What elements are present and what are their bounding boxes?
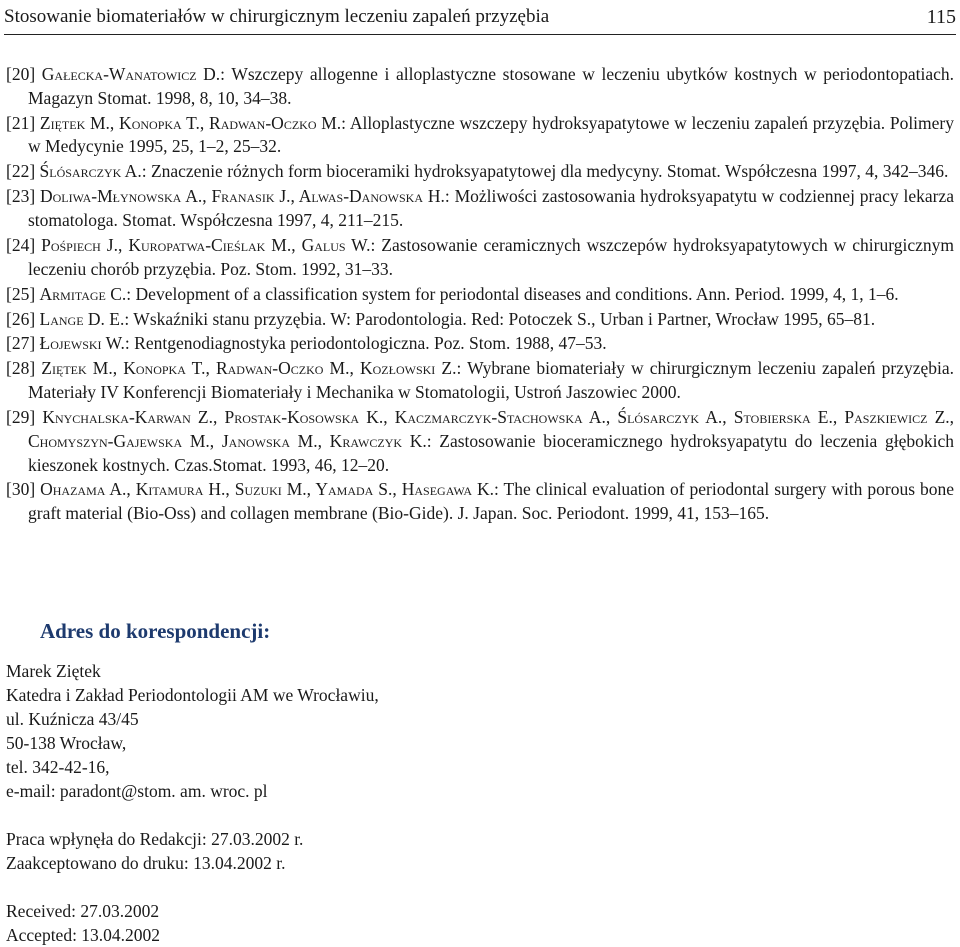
- reference-authors: Łojewski W.: [39, 333, 125, 354]
- reference-number: [20]: [6, 64, 36, 84]
- page-number: 115: [926, 5, 956, 28]
- reference-number: [22]: [6, 161, 36, 182]
- reference-authors: Lange D. E.: [39, 308, 125, 329]
- reference-text: : Wybrane biomateriały w chirurgicznym leczeniu zapaleń przyzębia. Materiały IV Konferencji Biomateriały i Mechanika w Stomatologii, Ustroń Jaszowiec 2000.: [28, 358, 954, 403]
- reference-item: [6, 478, 954, 526]
- reference-text: : Wszczepy allogenne i alloplastyczne stosowane w leczeniu ubytków kostnych w periodontopatiach. Magazyn Stomat. 1998, 8, 10, 34–38.: [28, 64, 955, 108]
- reference-authors: Ślósarczyk A.: [39, 161, 142, 182]
- reference-number: [28]: [6, 358, 36, 379]
- accepted-date-en: Accepted: 13.04.2002: [6, 925, 161, 945]
- reference-text: : Znaczenie różnych form bioceramiki hydroksyapatytowej dla medycyny. Stomat. Współczesna 1997, 4, 342–346.: [141, 161, 949, 182]
- reference-item: [6, 234, 954, 282]
- received-date-pl: Praca wpłynęła do Redakcji: 27.03.2002 r.: [6, 829, 304, 849]
- reference-number: [21]: [6, 112, 36, 133]
- received-date-en: Received: 27.03.2002: [6, 901, 160, 921]
- reference-item: [6, 357, 954, 405]
- reference-authors: Armitage C.: [39, 283, 127, 304]
- reference-text: : Zastosowanie ceramicznych wszczepów hydroksyapatytowych w chirurgicznym leczeniu chorób przyzębia. Poz. Stom. 1992, 31–33.: [28, 234, 954, 279]
- reference-item: [6, 406, 954, 477]
- reference-item: [6, 185, 954, 233]
- reference-authors: Ziętek M., Konopka T., Radwan-Oczko M., Kozłowski Z.: [41, 358, 457, 379]
- reference-number: [29]: [6, 407, 36, 427]
- running-title: Stosowanie biomateriałów w chirurgicznym leczeniu zapaleń przyzębia: [4, 6, 550, 27]
- reference-authors: Doliwa-Młynowska A., Franasik J., Alwas-Danowska H.: [40, 186, 445, 207]
- reference-item: [6, 308, 954, 332]
- reference-number: [30]: [6, 479, 36, 500]
- address-line: tel. 342-42-16,: [6, 757, 110, 777]
- address-line: e-mail: paradont@stom. am. wroc. pl: [6, 781, 268, 801]
- reference-authors: Gałecka-Wanatowicz D.: [41, 64, 221, 84]
- reference-authors: Knychalska-Karwan Z., Prostak-Kosowska K., Kaczmarczyk-Stachowska A., Ślósarczyk A., Stobierska E., Paszkiewicz Z., Chomyszyn-Gajewska M., Janowska M., Krawczyk K.: [28, 407, 955, 451]
- address-line: ul. Kuźnicza 43/45: [6, 709, 139, 729]
- reference-text: : Rentgenodiagnostyka periodontologiczna. Poz. Stom. 1988, 47–53.: [124, 333, 607, 354]
- reference-authors: Ziętek M., Konopka T., Radwan-Oczko M.: [39, 112, 342, 133]
- correspondence-heading: Adres do korespondencji:: [40, 619, 271, 643]
- reference-text: : Możliwości zastosowania hydroksyapatytu w codziennej pracy lekarza stomatologa. Stomat. Współczesna 1997, 4, 211–215.: [28, 186, 954, 231]
- reference-number: [27]: [6, 333, 36, 354]
- reference-number: [24]: [6, 234, 36, 255]
- reference-number: [25]: [6, 283, 36, 304]
- accepted-date-pl: Zaakceptowano do druku: 13.04.2002 r.: [6, 853, 286, 873]
- address-line: 50-138 Wrocław,: [6, 733, 127, 753]
- reference-number: [26]: [6, 308, 36, 329]
- reference-item: [6, 332, 954, 356]
- reference-text: : Alloplastyczne wszczepy hydroksyapatytowe w leczeniu zapaleń przyzębia. Polimery w Medycynie 1995, 25, 1–2, 25–32.: [28, 112, 954, 157]
- correspondence-address: [6, 659, 379, 947]
- reference-text: : The clinical evaluation of periodontal surgery with porous bone graft material (Bio-Oss) and collagen membrane (Bio-Gide). J. Japan. Soc. Periodont. 1999, 41, 153–165.: [28, 479, 954, 524]
- reference-item: [6, 283, 954, 307]
- reference-item: [6, 112, 954, 160]
- reference-list: [6, 63, 954, 527]
- reference-item: [6, 63, 954, 111]
- reference-text: : Development of a classification system for periodontal diseases and conditions. Ann. Period. 1999, 4, 1, 1–6.: [126, 283, 899, 304]
- reference-number: [23]: [6, 186, 36, 207]
- reference-authors: Ohazama A., Kitamura H., Suzuki M., Yamada S., Hasegawa K.: [40, 479, 495, 500]
- reference-authors: Pośpiech J., Kuropatwa-Cieślak M., Galus W.: [41, 234, 371, 255]
- running-header: [4, 0, 956, 35]
- address-line: Marek Ziętek: [6, 661, 101, 681]
- reference-text: : Zastosowanie bioceramicznego hydroksyapatytu do leczenia głębokich kieszonek kostnych. Czas.Stomat. 1993, 46, 12–20.: [28, 430, 954, 475]
- reference-item: [6, 160, 954, 184]
- address-line: Katedra i Zakład Periodontologii AM we Wrocławiu,: [6, 685, 379, 705]
- reference-text: : Wskaźniki stanu przyzębia. W: Parodontologia. Red: Potoczek S., Urban i Partner, Wrocław 1995, 65–81.: [124, 308, 876, 329]
